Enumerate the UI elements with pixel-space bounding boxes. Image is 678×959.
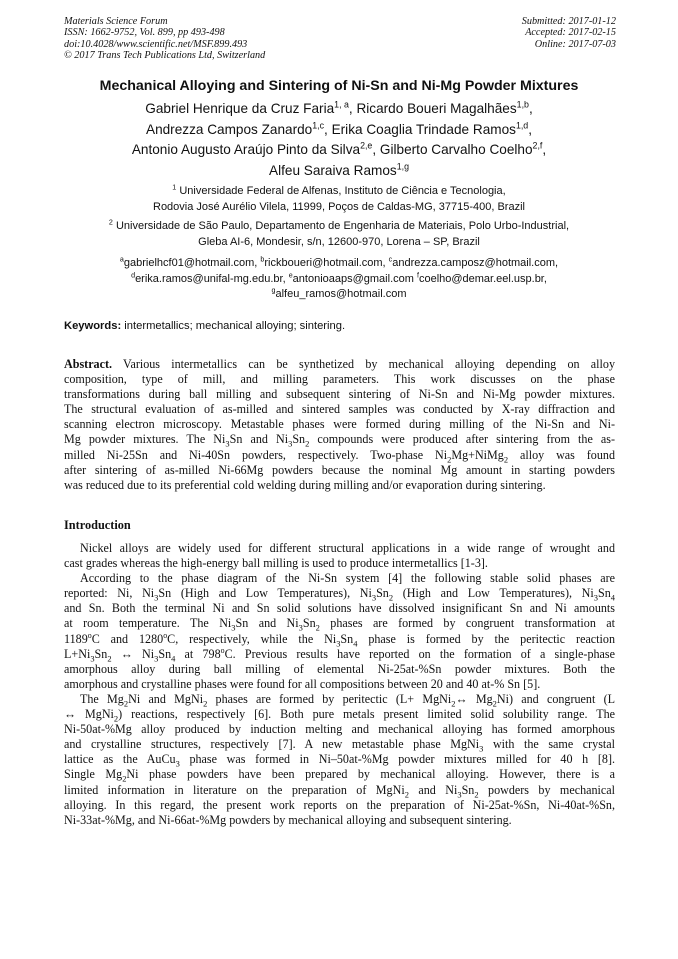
email-link[interactable]: antonioaaps@gmail.com — [292, 272, 417, 285]
author-name: Antonio Augusto Araújo Pinto da Silva — [131, 142, 361, 157]
author-list: Gabriel Henrique da Cruz Faria$^{1, a}$, Ricardo Boueri Magalhães$^{1,b}$, Andrezza Campos Zanardo$^{1,c}$, Erika Coaglia Trindade Ramos$^{1,d}$, Antonio Augusto Araújo Pinto da Silva$^{2,e}$, Gilberto Carvalho Coelho$^{2,f}$, Alfeu Saraiva Ramos$^{1,g}$ — [131, 99, 547, 178]
doi-line[interactable]: doi:10.4028/www.scientific.net/MSF.899.493 — [64, 38, 248, 50]
submitted-date: Submitted: 2017-01-12 — [521, 16, 616, 27]
keywords: Keywords: intermetallics; mechanical alloying; sintering. — [64, 320, 346, 332]
author-name: Gilberto Carvalho Coelho — [379, 142, 533, 157]
abstract: Abstract. Various intermetallics can be synthetized by mechanical alloying depending on alloy composition, type of mill, and milling parameters. This work discusses on the phase transformations during ball milling and subsequent sintering of Ni-Sn and Ni-Mg powder mixtures. The structural evaluation of as-milled and sintered samples was conducted by X-ray diffraction and scanning electron microscopy. Metastable phases were formed during milling of the Ni-Sn and Ni- Mg powder mixtures. The $Ni_3Sn$ and $Ni_3Sn_2$ compounds were produced after sintering from the as- milled Ni-25Sn and Ni-40Sn powders, respectively. Two-phase $Ni_2Mg+NiMg_2$ alloy was found after sintering of as-milled Ni-66Mg powders because the nominal Mg amount in starting powders was reduced due to its preferential cold welding during milling and/or evaporation during sintering. — [64, 357, 615, 492]
author-name: Andrezza Campos Zanardo — [146, 121, 313, 137]
email-link[interactable]: alfeu_ramos@hotmail.com — [275, 288, 407, 300]
abstract-label: Abstract. — [64, 357, 113, 371]
email-link[interactable]: rickboueri@hotmail.com, — [264, 257, 389, 269]
author-name: Alfeu Saraiva Ramos — [269, 162, 397, 178]
author-name: Ricardo Boueri Magalhães — [356, 101, 517, 116]
email-list: $^a$gabrielhcf01@hotmail.com, $^b$rickboueri@hotmail.com, $^c$andrezza.camposz@hotmail.com, $^d$erika.ramos@unifal-mg.edu.br, $^e$antonioaaps@gmail.com $^f$coelho@demar.eel.usp.br, $^g$alfeu_ramos@hotmail.com — [119, 255, 559, 300]
email-link[interactable]: erika.ramos@unifal-mg.edu.br, — [135, 272, 289, 285]
affiliation-1: $^1$ Universidade Federal de Alfenas, Instituto de Ciência e Tecnologia, Rodovia José Aurélio Vilela, 11999, Poços de Caldas-MG, 37715-400, Brazil — [153, 183, 525, 213]
issn-line: ISSN: 1662-9752, Vol. 899, pp 493-498 — [64, 27, 225, 39]
journal-name: Materials Science Forum — [64, 16, 168, 27]
section-heading: Introduction — [64, 518, 131, 532]
keywords-label: Keywords: — [64, 320, 122, 332]
copyright-line: © 2017 Trans Tech Publications Ltd, Switzerland — [64, 50, 266, 62]
introduction-body: Nickel alloys are widely used for different structural applications in a wide range of wrought and cast grades whereas the high-energy ball milling is used to produce intermetallics [1-3]. According to the phase diagram of the Ni-Sn system [4] the following stable solid phases are reported: Ni, $Ni_3Sn$ (High and Low Temperatures), $Ni_3Sn_2$ (High and Low Temperatures), $Ni_3Sn_4$ and Sn. Both the terminal Ni and Sn solid solutions have dissolved insignificant Sn and Ni amounts at room temperature. The $Ni_3Sn$ and $Ni_3Sn_2$ phases are formed by congruent transformation at 1189$^o$C and 1280$^o$C, respectively, while the $Ni_3Sn_4$ phase is formed by the peritectic reaction $L+Ni_3Sn_2$ ↔ $Ni_3Sn_4$ at 798$^o$C. Previous results have reported on the formation of a single-phase amorphous alloy during ball milling of elemental Ni-25at-%Sn powder mixtures. Both the amorphous and crystalline phases were found for all compositions between 20 and 40 at-% Sn [5]. The $Mg_2Ni$ and MgNi$_2$ phases are formed by peritectic (L+ MgNi$_2$↔ $Mg_2Ni$) and congruent (L ↔ MgNi$_2$) reactions, respectively [6]. Both pure metals present limited solid solubility range. The Ni-50at-%Mg alloy produced by induction melting and mechanical alloying has formed amorphous and crystalline structures, respectively [7]. A new metastable phase MgNi$_3$ with the same crystal lattice as the AuCu$_3$ phase was formed in Ni–50at-%Mg powder mixtures milled for 40 h [8]. Single $Mg_2Ni$ phase powders have been prepared by mechanical alloying. However, there is a limited information in literature on the preparation of MgNi$_2$ and $Ni_3Sn_2$ powders by mechanical alloying. In this regard, the present work reports on the preparation of Ni-25at-%Sn, Ni-40at-%Sn, Ni-33at-%Mg, and Ni-66at-%Mg powders by mechanical alloying and subsequent sintering. — [64, 541, 615, 827]
accepted-date: Accepted: 2017-02-15 — [525, 27, 616, 39]
author-name: Erika Coaglia Trindade Ramos — [331, 121, 516, 137]
affiliation-2: $^2$ Universidade de São Paulo, Departamento de Engenharia de Materiais, Polo Urbo-Industrial, Gleba AI-6, Mondesir, s/n, 12600-970, Lorena – SP, Brazil — [108, 218, 570, 248]
online-date: Online: 2017-07-03 — [534, 38, 616, 50]
paper-title: Mechanical Alloying and Sintering of Ni-Sn and Ni-Mg Powder Mixtures — [99, 78, 579, 94]
email-link[interactable]: andrezza.camposz@hotmail.com, — [392, 257, 559, 269]
author-name: Gabriel Henrique da Cruz Faria — [145, 101, 335, 116]
journal-header — [64, 16, 265, 62]
paragraph: Nickel alloys are widely used for different structural applications in a wide range of wrought and — [80, 541, 615, 555]
submission-dates — [522, 16, 616, 50]
email-link[interactable]: coelho@demar.eel.usp.br, — [418, 272, 547, 285]
email-link[interactable]: gabrielhcf01@hotmail.com, — [123, 257, 261, 269]
